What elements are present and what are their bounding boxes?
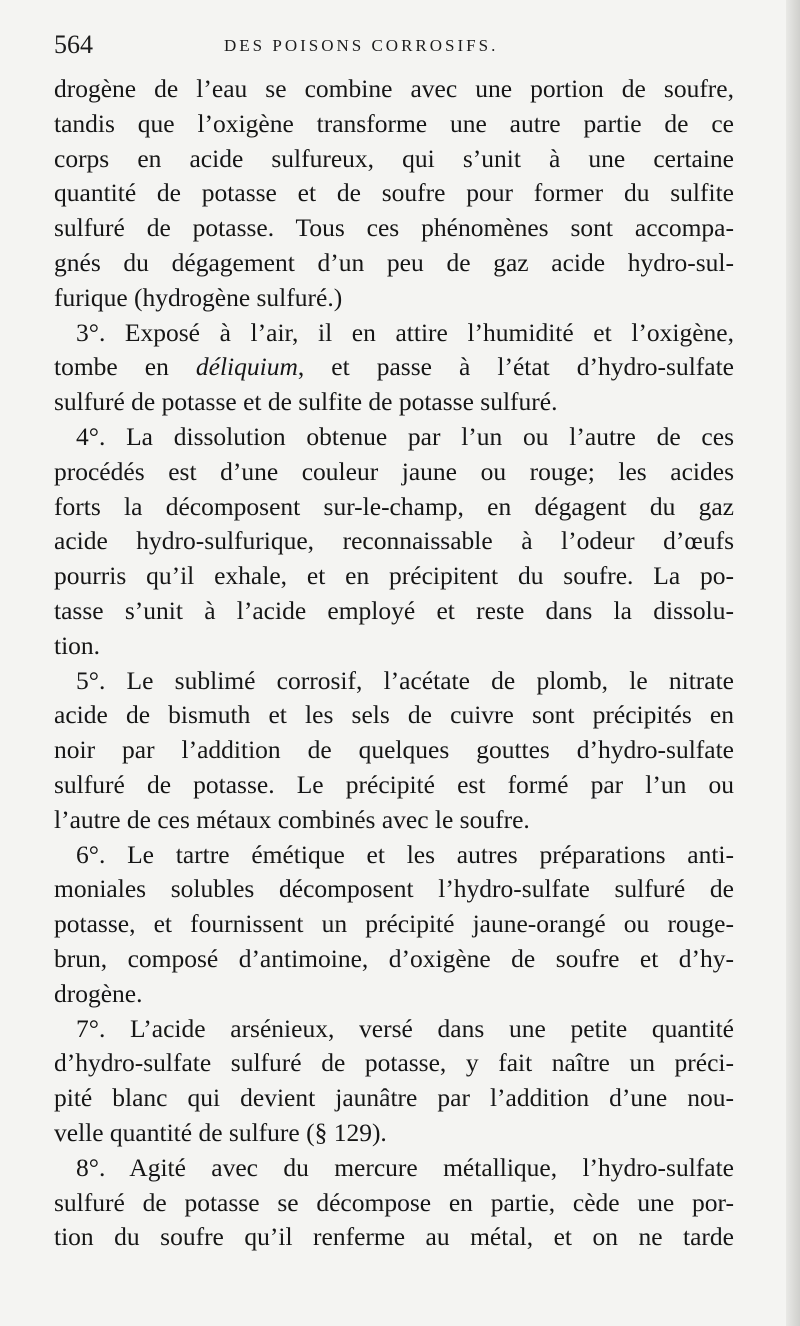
text-line: velle quantité de sulfure (§ 129).	[54, 1117, 387, 1147]
text-line: tandis que l’oxigène transforme une autre partie de ce	[54, 108, 734, 138]
page-header	[54, 30, 734, 66]
text-line: drogène de l’eau se combine avec une portion de soufre,	[54, 74, 734, 103]
text-line: drogène.	[54, 978, 143, 1008]
text-line: brun, composé d’antimoine, d’oxigène de soufre et d’hy-	[54, 943, 734, 973]
text-line: acide hydro-sulfurique, reconnaissable à l’odeur d’œufs	[54, 526, 734, 556]
text-segment: , et passe à l’état d’hydro-sulfate	[297, 352, 734, 382]
text-line-with-italic	[54, 350, 734, 385]
text-line: tasse s’unit à l’acide employé et reste dans la dissolu-	[54, 595, 734, 625]
text-line: corps en acide sulfureux, qui s’unit à une certaine	[54, 143, 734, 173]
paragraph-4-start: 4°. La dissolution obtenue par l’un ou l’autre de ces	[76, 421, 734, 451]
text-line: l’autre de ces métaux combinés avec le soufre.	[54, 804, 530, 834]
text-line: sulfuré de potasse et de sulfite de potasse sulfuré.	[54, 387, 558, 417]
paragraph-5-start: 5°. Le sublimé corrosif, l’acétate de plomb, le nitrate	[76, 665, 734, 695]
text-line: d’hydro-sulfate sulfuré de potasse, y fait naître un préci-	[54, 1048, 734, 1078]
text-line: pourris qu’il exhale, et en précipitent du soufre. La po-	[54, 561, 734, 591]
text-line: forts la décomposent sur-le-champ, en dégagent du gaz	[54, 491, 734, 521]
text-line: tion.	[54, 630, 101, 660]
running-head: DES POISONS CORROSIFS.	[224, 36, 499, 55]
body-text	[54, 72, 734, 1255]
italic-term: déliquium	[195, 352, 298, 382]
paragraph-7-start: 7°. L’acide arsénieux, versé dans une petite quantité	[76, 1013, 734, 1043]
text-line: sulfuré de potasse. Le précipité est formé par l’un ou	[54, 769, 734, 799]
text-line: sulfuré de potasse. Tous ces phénomènes sont accompa-	[54, 213, 734, 243]
text-segment: tombe en	[54, 352, 196, 382]
paragraph-8-start: 8°. Agité avec du mercure métallique, l’hydro-sulfate	[76, 1152, 734, 1182]
paragraph-3-start: 3°. Exposé à l’air, il en attire l’humidité et l’oxigène,	[76, 317, 734, 347]
paragraph-6-start: 6°. Le tartre émétique et les autres préparations anti-	[76, 839, 734, 869]
text-line: noir par l’addition de quelques gouttes d’hydro-sulfate	[54, 735, 734, 765]
text-line: sulfuré de potasse se décompose en partie, cède une por-	[54, 1187, 734, 1217]
text-line: moniales solubles décomposent l’hydro-sulfate sulfuré de	[54, 874, 734, 904]
text-line: pité blanc qui devient jaunâtre par l’addition d’une nou-	[54, 1083, 734, 1113]
text-line: potasse, et fournissent un précipité jaune-orangé ou rouge-	[54, 909, 734, 939]
text-line: quantité de potasse et de soufre pour former du sulfite	[54, 178, 734, 208]
text-line: tion du soufre qu’il renferme au métal, et on ne tarde	[54, 1222, 734, 1252]
page-edge-shadow	[786, 0, 800, 1326]
text-line: furique (hydrogène sulfuré.)	[54, 282, 343, 312]
page-number: 564	[54, 30, 93, 59]
text-line: procédés est d’une couleur jaune ou rouge; les acides	[54, 456, 734, 486]
text-line: acide de bismuth et les sels de cuivre sont précipités en	[54, 700, 734, 730]
text-line: gnés du dégagement d’un peu de gaz acide hydro-sul-	[54, 247, 734, 277]
